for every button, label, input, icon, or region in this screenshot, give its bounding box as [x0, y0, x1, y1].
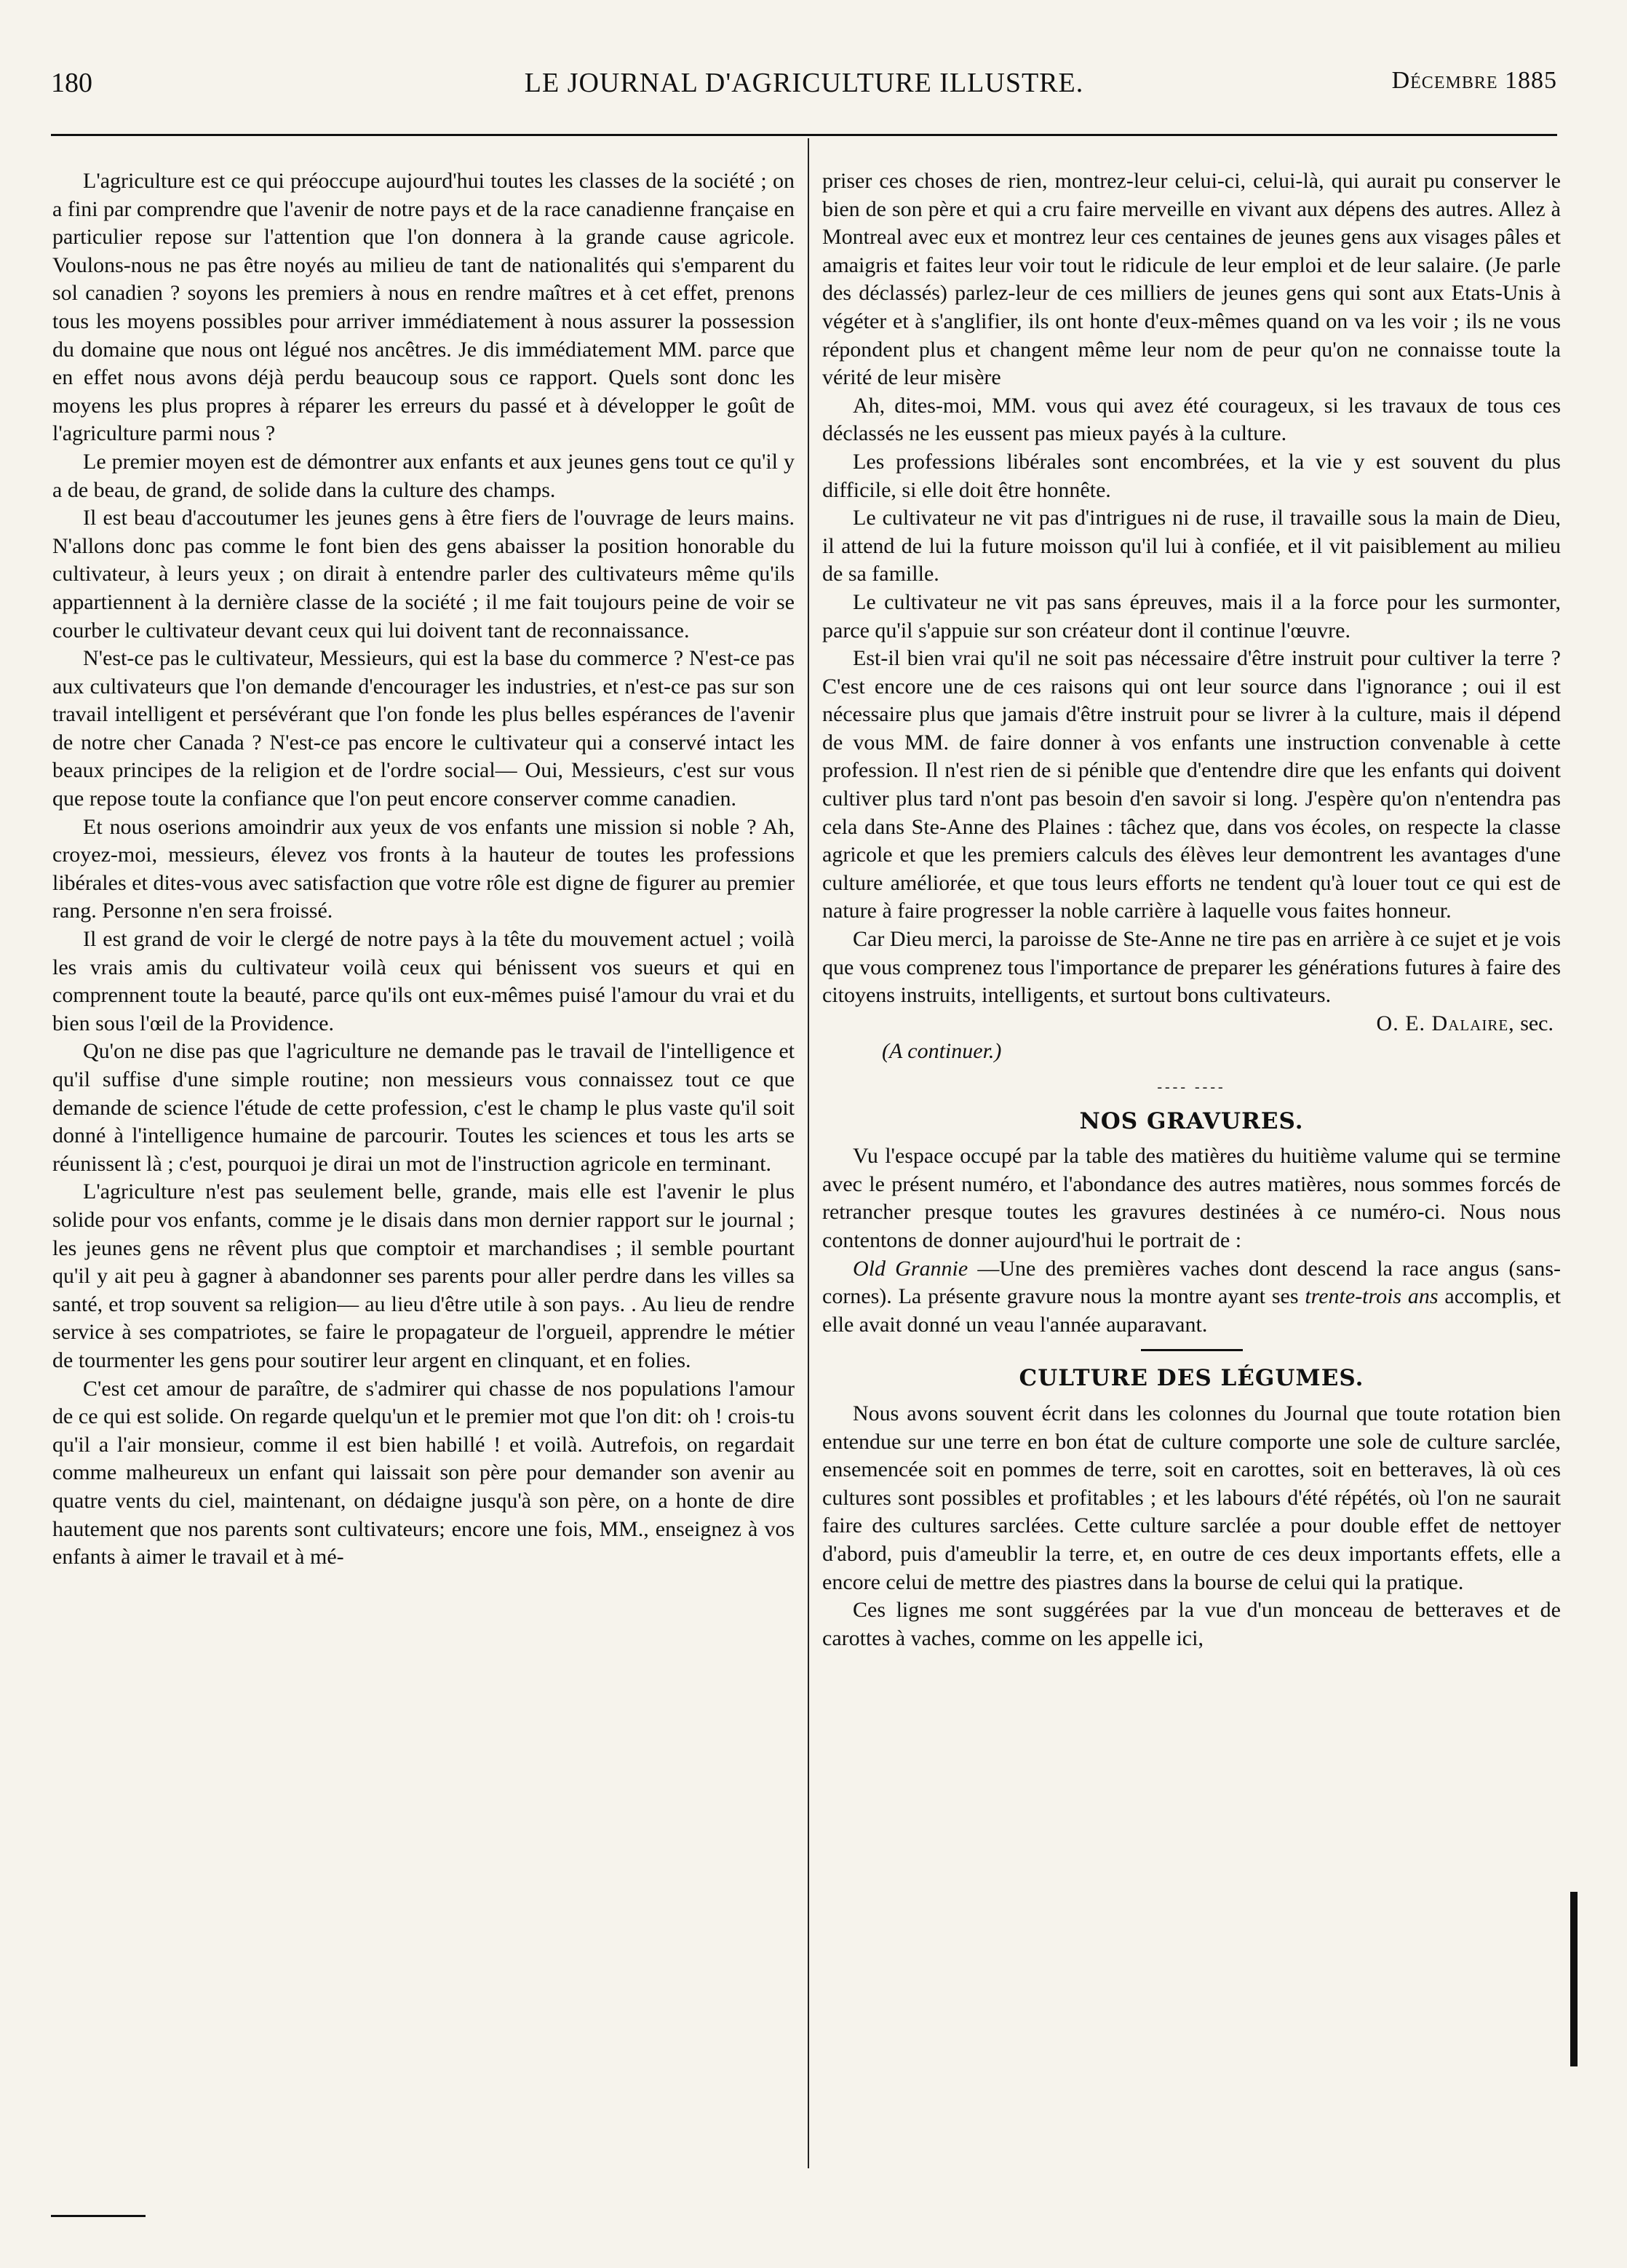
page-number: 180	[51, 68, 92, 98]
engraving-text-b: accomplis, et elle avait donné un veau l'année auparavant.	[822, 1284, 1562, 1337]
continued-note: (A continuer.)	[882, 1039, 1002, 1064]
signature-role: sec.	[1520, 1011, 1554, 1035]
paragraph: Le cultivateur ne vit pas d'intrigues ni de ruse, il travaille sous la main de Dieu, il attend de lui la future moisson qu'il lui à confiée, et il vit paisiblement au milieu de sa famille.	[822, 506, 1561, 586]
journal-title: LE JOURNAL D'AGRICULTURE ILLUSTRE.	[524, 68, 1084, 98]
signature-name: O. E. Dalaire,	[1376, 1011, 1515, 1035]
paragraph: Qu'on ne dise pas que l'agriculture ne demande pas le travail de l'intelligence et qu'il suffise d'une simple routine; non messieurs vous connaissez tout ce que demande de science l'étude de cette profession, c'est le champ le plus vaste qu'il soit donné à l'intelligence humaine de parcourir. Toutes les sciences et tous les arts se réunissent là ; c'est, pourquoi je dirai un mot de l'instruction agricole en terminant.	[52, 1039, 795, 1176]
engraving-text-a: —Une des premières vaches dont descend la race angus (sans-cornes). La présente gravure nous la montre ayant ses	[822, 1256, 1561, 1309]
paragraph: Ces lignes me sont suggérées par la vue d'un monceau de betteraves et de carottes à vaches, comme on les appelle ici,	[822, 1598, 1561, 1650]
paragraph: Est-il bien vrai qu'il ne soit pas nécessaire d'être instruit pour cultiver la terre ? C'est encore une de ces raisons qui ont leur source dans l'ignorance ; oui il est nécessaire plus que jamais d'être instruit pour se livrer à la culture, mais il dépend de vous MM. de faire donner à vos enfants une instruction convenable à cette profession. Il n'est rien de si pénible que d'entendre dire que les enfants qui doivent cultiver plus tard n'ont pas besoin d'en savoir si long. J'espère qu'on n'entendra pas cela dans Ste-Anne des Plaines : tâchez que, dans vos écoles, on respecte la classe agricole et que les premiers calculs des élèves leur demontrent les avantages d'une culture améliorée, et que tous leurs efforts ne tendent qu'à louer tout ce qui est de nature à faire progresser la noble carrière à laquelle vous faites honneur.	[822, 646, 1561, 923]
paragraph: N'est-ce pas le cultivateur, Messieurs, qui est la base du commerce ? N'est-ce pas aux cultivateurs que l'on demande d'encourager les industries, et n'est-ce pas sur son travail intelligent et persévérant que l'on fonde les plus belles espérances de l'avenir de notre cher Canada ? N'est-ce pas encore le cultivateur qui a conservé intact les beaux principes de la religion et de l'ordre social— Oui, Messieurs, c'est sur vous que repose toute la confiance que l'on peut encore conserver comme canadien.	[52, 646, 795, 811]
right-column	[822, 167, 1561, 1652]
paragraph-old-grannie	[822, 1255, 1561, 1340]
paragraph: Vu l'espace occupé par la table des matières du huitième valume qui se termine avec le présent numéro, et l'abondance des autres matières, nous sommes forcés de retrancher presque toutes les gravures destinées à ce numéro-ci. Nous nous contentons de donner aujourd'hui le portrait de :	[822, 1144, 1561, 1252]
paragraph: Et nous oserions amoindrir aux yeux de vos enfants une mission si noble ? Ah, croyez-moi, messieurs, élevez vos fronts à la hauteur de toutes les professions libérales et dites-vous avec satisfaction que votre rôle est digne de figurer au premier rang. Personne n'en sera froissé.	[52, 814, 795, 923]
paragraph: L'agriculture n'est pas seulement belle, grande, mais elle est l'avenir le plus solide pour vos enfants, comme je le disais dans mon dernier rapport sur le journal ; les jeunes gens ne rêvent plus que comptoir et marchandises ; il semble pourtant qu'il y ait peu à gagner à abandonner ses parents pour aller perdre dans les villes sa santé, et trop souvent sa religion— au lieu d'être utile à son pays. . Au lieu de rendre service à ses compatriotes, se faire le propagateur de l'orgueil, apprendre le métier de tourmenter les gens pour soutirer leur argent en clinquant, et en folies.	[52, 1179, 795, 1372]
ornament-divider: ---- ----	[1157, 1079, 1226, 1095]
section-heading-gravures: NOS GRAVURES.	[1079, 1107, 1304, 1134]
paragraph: Le cultivateur ne vit pas sans épreuves, mais il a la force pour les surmonter, parce qu'il s'appuie sur son créateur dont il continue l'œuvre.	[822, 589, 1561, 642]
engraving-name: Old Grannie	[853, 1256, 968, 1281]
engraving-emphasis: trente-trois ans	[1305, 1284, 1439, 1309]
section-heading-legumes: CULTURE DES LÉGUMES.	[1019, 1365, 1364, 1392]
page-header	[51, 67, 1557, 108]
paragraph: priser ces choses de rien, montrez-leur celui-ci, celui-là, qui aurait pu conserver le bien de son père et qui a cru faire merveille en vivant aux dépens des autres. Allez à Montreal avec eux et montrez leur ces centaines de jeunes gens aux visages pâles et amaigris et faites leur voir tout le ridicule de leur emploi et de leur salaire. (Je parle des déclassés) parlez-leur de ces milliers de jeunes gens qui sont aux Etats-Unis à végéter et à s'anglifier, ils ont honte d'eux-mêmes quand on va les voir ; ils ne vous répondent plus et changent même leur nom de peur qu'on ne connaisse toute la vérité de leur misère	[822, 169, 1561, 390]
paragraph: C'est cet amour de paraître, de s'admirer qui chasse de nos populations l'amour de ce qui est solide. On regarde quelqu'un et le premier mot que l'on dit: oh ! crois-tu qu'il a l'air monsieur, comme il est bien habillé ! et voilà. Autrefois, on regardait comme malheureux un enfant qui laissait son père pour demander son avenir au quatre vents du ciel, maintenant, on dédaigne jusqu'à son père, on a honte de dire hautement que nos parents sont cultivateurs; encore une fois, MM., enseignez à vos enfants à aimer le travail et à mé-	[52, 1376, 795, 1569]
paragraph: Les professions libérales sont encombrées, et la vie y est souvent du plus difficile, si elle doit être honnête.	[822, 449, 1561, 502]
paragraph: L'agriculture est ce qui préoccupe aujourd'hui toutes les classes de la société ; on a fini par comprendre que l'avenir de notre pays et de la race canadienne française en particulier repose sur l'attention que l'on donnera à la grande cause agricole. Voulons-nous ne pas être noyés au milieu de tant de nationalités qui s'emparent du sol canadien ? soyons les premiers à nous en rendre maîtres et à cet effet, prenons tous les moyens possibles pour arriver immédiatement à nous assurer la possession du domaine que nous ont légué nos ancêtres. Je dis immédiatement MM. parce que en effet nous avons déjà perdu beaucoup sous ce rapport. Quels sont donc les moyens les plus propres à réparer les erreurs du passé et à développer le goût de l'agriculture parmi nous ?	[52, 169, 795, 446]
ink-mark	[1570, 1892, 1578, 2066]
left-column	[52, 167, 795, 1572]
signature	[822, 1010, 1561, 1038]
section-rule	[1141, 1349, 1243, 1351]
footer-rule	[51, 2215, 146, 2217]
header-rule	[51, 134, 1557, 136]
paragraph: Il est beau d'accoutumer les jeunes gens à être fiers de l'ouvrage de leurs mains. N'allons donc pas comme le font bien des gens abaisser la position honorable du cultivateur, à leurs yeux ; on dirait à entendre parler des cultivateurs même qu'ils appartiennent à la dernière classe de la société ; il me fait toujours peine de voir se courber le cultivateur devant ceux qui lui doivent tant de reconnaissance.	[52, 506, 795, 642]
column-separator	[808, 138, 809, 2168]
issue-date: Décembre 1885	[1391, 67, 1557, 94]
paragraph: Le premier moyen est de démontrer aux enfants et aux jeunes gens tout ce qu'il y a de beau, de grand, de solide dans la culture des champs.	[52, 449, 795, 502]
paragraph: Ah, dites-moi, MM. vous qui avez été courageux, si les travaux de tous ces déclassés ne les eussent pas mieux payés à la culture.	[822, 393, 1561, 446]
paragraph: Il est grand de voir le clergé de notre pays à la tête du mouvement actuel ; voilà les vrais amis du cultivateur voilà ceux qui bénissent vos sueurs et qui en comprennent toute la beauté, parce qu'ils ont eux-mêmes puisé l'amour du vrai et du bien sous l'œil de la Providence.	[52, 927, 795, 1035]
paragraph: Car Dieu merci, la paroisse de Ste-Anne ne tire pas en arrière à ce sujet et je vois que vous comprenez tous l'importance de preparer les générations futures à faire des citoyens instruits, intelligents, et surtout bons cultivateurs.	[822, 927, 1561, 1008]
paragraph: Nous avons souvent écrit dans les colonnes du Journal que toute rotation bien entendue sur une terre en bon état de culture comporte une sole de culture sarclée, ensemencée soit en pommes de terre, soit en carottes, soit en betteraves, là où ces cultures sont possibles et profitables ; et les labours d'été répétés, où l'on ne saurait faire des cultures sarclées. Cette culture sarclée a pour double effet de nettoyer d'abord, puis d'ameublir la terre, et, en outre de ces deux importants effets, elle a encore celui de mettre des piastres dans la bourse de celui qui la pratique.	[822, 1401, 1561, 1594]
